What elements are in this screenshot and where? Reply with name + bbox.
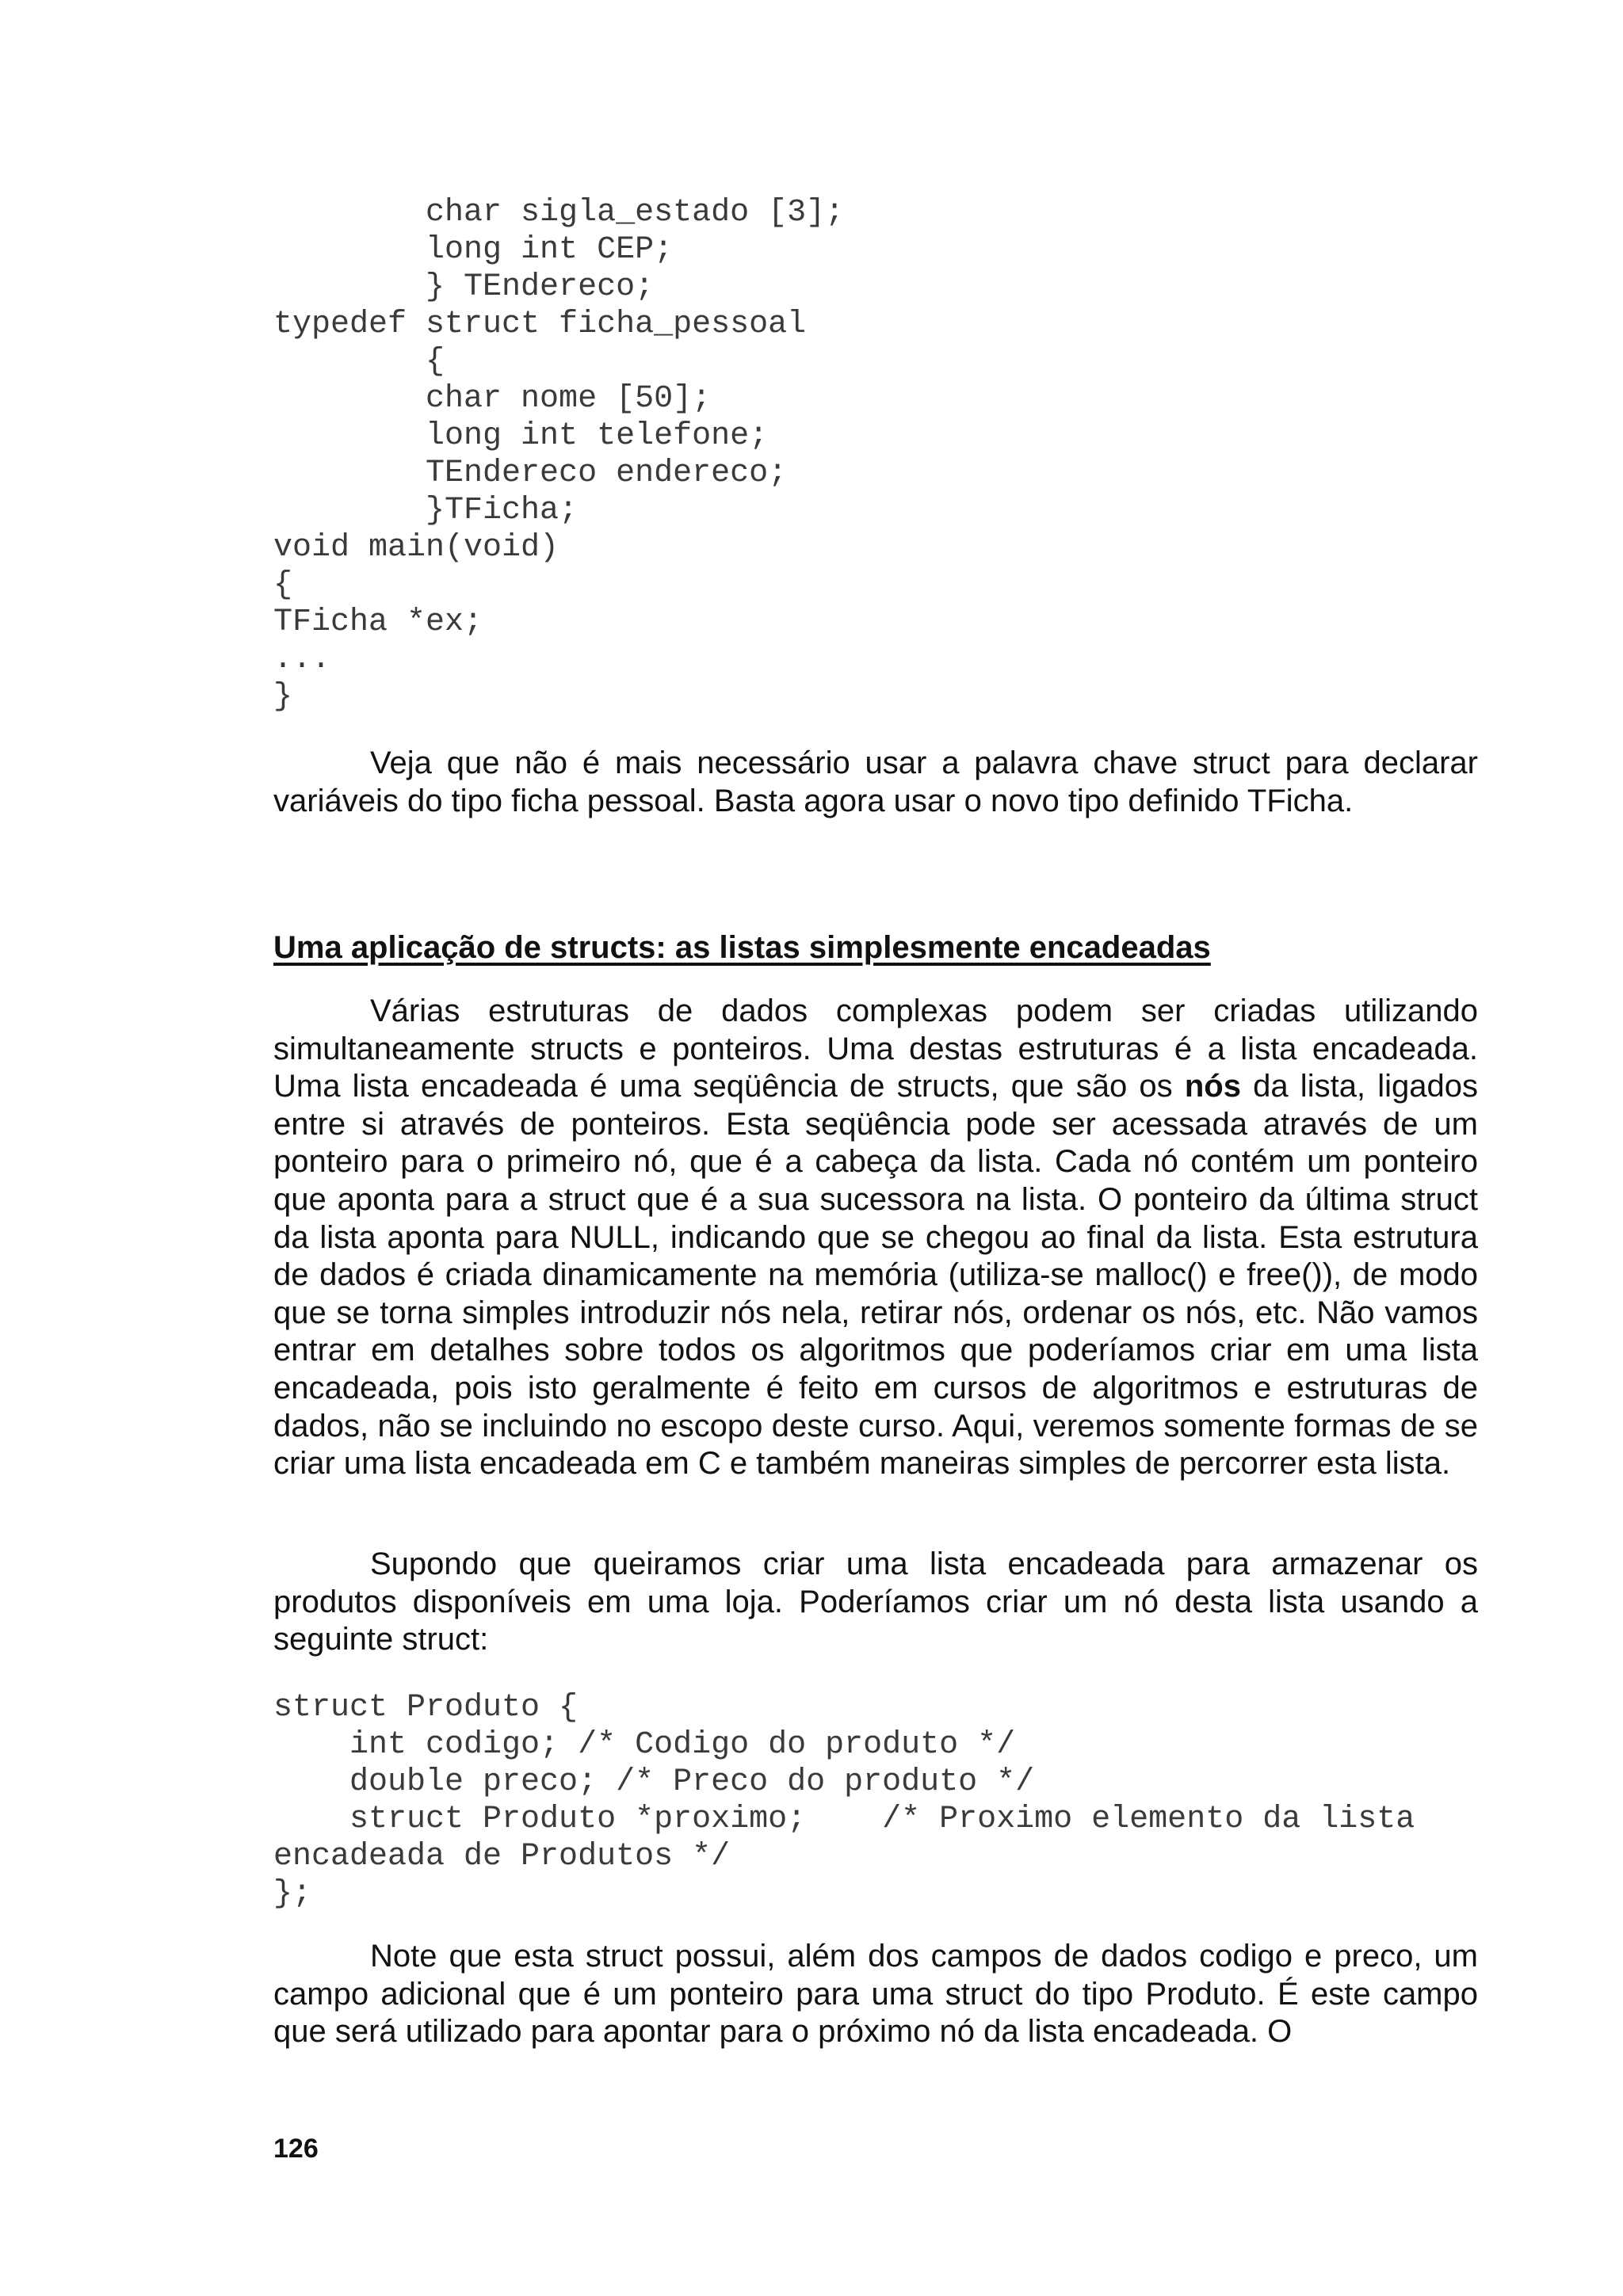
bold-term: nós [1184, 1069, 1241, 1104]
paragraph-text: da lista, ligados entre si através de ponteiros. Esta seqüência pode ser acessada através de um ponteiro para o primeiro nó, que é a cabeça da lista. Cada nó contém um ponteiro que aponta para a struct que é a sua sucessora na lista. O ponteiro da última struct da lista aponta para NULL, indicando que se chegou ao final da lista. Esta estrutura de dados é criada dinamicamente na memória (utiliza-se malloc() e free()), de modo que se torna simples introduzir nós nela, retirar nós, ordenar os nós, etc. Não vamos entrar em detalhes sobre todos os algoritmos que poderíamos criar em uma lista encadeada, pois isto geralmente é feito em cursos de algoritmos e estruturas de dados, não se incluindo no escopo deste curso. Aqui, veremos somente formas de se criar uma lista encadeada em C e também maneiras simples de percorrer esta lista. [273, 1069, 1478, 1482]
paragraph-product-list: Supondo que queiramos criar uma lista encadeada para armazenar os produtos disponíveis em uma loja. Poderíamos criar um nó desta lista usando a seguinte struct: [273, 1547, 1478, 1657]
code-block-struct-produto: struct Produto { int codigo; /* Codigo do produto */ double preco; /* Preco do produto */ struct Produto *proximo; /* Proximo elemento da lista encadeada de Produtos */ }; [273, 1690, 1415, 1912]
code-block-typedef-ficha: char sigla_estado [3]; long int CEP; } TEndereco; typedef struct ficha_pessoal { char nome [50]; long int telefone; TEndereco endereco; }TFicha; void main(void) { TFicha *ex; ... } [273, 195, 845, 715]
section-heading: Uma aplicação de structs: as listas simplesmente encadeadas [273, 930, 1211, 965]
paragraph-text: Várias estruturas de dados complexas podem ser criadas utilizando simultaneamente structs e ponteiros. Uma destas estruturas é a lista encadeada. Uma lista encadeada é uma seqüência de structs, que são os [273, 994, 1478, 1104]
page-number: 126 [273, 2134, 319, 2164]
paragraph-linked-list-intro [273, 993, 1478, 1483]
paragraph-typedef-explanation: Veja que não é mais necessário usar a palavra chave struct para declarar variáveis do tipo ficha pessoal. Basta agora usar o novo tipo definido TFicha. [273, 746, 1478, 818]
paragraph-struct-note: Note que esta struct possui, além dos campos de dados codigo e preco, um campo adicional que é um ponteiro para uma struct do tipo Produto. É este campo que será utilizado para apontar para o próximo nó da lista encadeada. O [273, 1939, 1478, 2050]
